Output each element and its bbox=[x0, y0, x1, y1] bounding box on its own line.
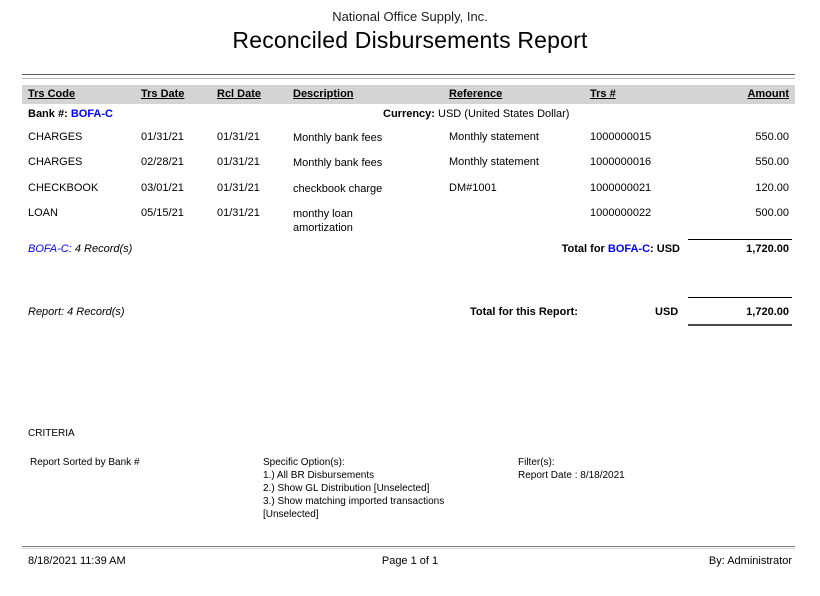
criteria-options bbox=[263, 456, 488, 521]
cell-description: checkbook charge bbox=[293, 183, 383, 195]
cell-amount: 500.00 bbox=[755, 207, 789, 219]
cell-trs-number: 1000000015 bbox=[590, 131, 652, 143]
col-header-rcl-date: Rcl Date bbox=[217, 88, 262, 100]
company-name: National Office Supply, Inc. bbox=[332, 9, 488, 24]
cell-reference: Monthly statement bbox=[449, 131, 539, 143]
cell-amount: 550.00 bbox=[755, 131, 789, 143]
col-header-reference: Reference bbox=[449, 88, 503, 100]
report-total-currency: USD bbox=[655, 306, 679, 318]
cell-trs-number: 1000000016 bbox=[590, 156, 652, 168]
currency-label: Currency: bbox=[383, 108, 435, 120]
col-header-trs-number: Trs # bbox=[590, 88, 616, 100]
cell-amount: 550.00 bbox=[755, 156, 789, 168]
cell-description: Monthly bank fees bbox=[293, 157, 383, 169]
group-total-rule bbox=[688, 239, 792, 240]
group-total-suffix: : USD bbox=[650, 243, 680, 255]
cell-trs-code: LOAN bbox=[28, 207, 58, 219]
cell-rcl-date: 01/31/21 bbox=[217, 131, 260, 143]
cell-trs-code: CHARGES bbox=[28, 156, 83, 168]
group-bank-code-link[interactable]: BOFA-C: bbox=[28, 243, 72, 255]
cell-reference: Monthly statement bbox=[449, 156, 539, 168]
col-header-description: Description bbox=[293, 88, 354, 100]
report-total-rule-top bbox=[688, 297, 792, 298]
cell-rcl-date: 01/31/21 bbox=[217, 182, 260, 194]
report-total-label: Total for this Report: bbox=[470, 306, 578, 318]
cell-trs-date: 05/15/21 bbox=[141, 207, 184, 219]
group-record-count-text: 4 Record(s) bbox=[74, 243, 133, 255]
col-header-trs-date: Trs Date bbox=[141, 88, 185, 100]
column-header-band bbox=[22, 85, 795, 104]
group-record-count bbox=[28, 243, 132, 255]
report-total-rule-bottom bbox=[688, 324, 792, 326]
cell-reference: DM#1001 bbox=[449, 182, 497, 194]
footer-page-number: Page 1 of 1 bbox=[381, 555, 439, 567]
cell-trs-code: CHARGES bbox=[28, 131, 83, 143]
criteria-heading: CRITERIA bbox=[28, 428, 75, 439]
footer-datetime: 8/18/2021 11:39 AM bbox=[28, 555, 126, 567]
footer-printed-by: By: Administrator bbox=[708, 555, 792, 567]
report-title: Reconciled Disbursements Report bbox=[232, 27, 588, 53]
criteria-option: 3.) Show matching imported transactions [Unselected] bbox=[263, 496, 445, 520]
footer-divider-dark bbox=[22, 546, 795, 547]
currency-value: USD (United States Dollar) bbox=[438, 108, 570, 120]
group-total-prefix: Total for bbox=[561, 243, 608, 255]
criteria-filter-value: Report Date : 8/18/2021 bbox=[518, 470, 625, 481]
bank-group-header bbox=[28, 108, 113, 120]
header-divider-light bbox=[22, 78, 795, 79]
cell-amount: 120.00 bbox=[755, 182, 789, 194]
footer-divider-light bbox=[22, 548, 795, 549]
cell-rcl-date: 01/31/21 bbox=[217, 207, 260, 219]
report-total-amount: 1,720.00 bbox=[746, 306, 789, 318]
bank-label: Bank #: bbox=[28, 108, 68, 120]
col-header-amount: Amount bbox=[747, 88, 789, 100]
cell-trs-number: 1000000021 bbox=[590, 182, 652, 194]
cell-rcl-date: 01/31/21 bbox=[217, 156, 260, 168]
criteria-options-title: Specific Option(s): bbox=[263, 457, 345, 468]
criteria-sorted-by: Report Sorted by Bank # bbox=[30, 457, 140, 468]
group-total-amount: 1,720.00 bbox=[746, 243, 789, 255]
currency-header bbox=[383, 108, 569, 120]
criteria-filters-title: Filter(s): bbox=[518, 457, 555, 468]
group-total-label bbox=[562, 243, 680, 255]
cell-trs-code: CHECKBOOK bbox=[28, 182, 99, 194]
criteria-option: 2.) Show GL Distribution [Unselected] bbox=[263, 483, 430, 494]
cell-description: monthy loan amortization bbox=[293, 208, 353, 234]
report-record-count: Report: 4 Record(s) bbox=[28, 306, 125, 318]
criteria-filters bbox=[518, 456, 625, 482]
cell-description: Monthly bank fees bbox=[293, 132, 383, 144]
cell-trs-date: 02/28/21 bbox=[141, 156, 184, 168]
header-divider-dark bbox=[22, 74, 795, 75]
cell-trs-date: 03/01/21 bbox=[141, 182, 184, 194]
group-total-bank-link[interactable]: BOFA-C bbox=[607, 243, 651, 255]
bank-code-link[interactable]: BOFA-C bbox=[70, 108, 113, 120]
cell-trs-date: 01/31/21 bbox=[141, 131, 184, 143]
criteria-option: 1.) All BR Disbursements bbox=[263, 470, 375, 481]
cell-trs-number: 1000000022 bbox=[590, 207, 652, 219]
col-header-trs-code: Trs Code bbox=[28, 88, 76, 100]
